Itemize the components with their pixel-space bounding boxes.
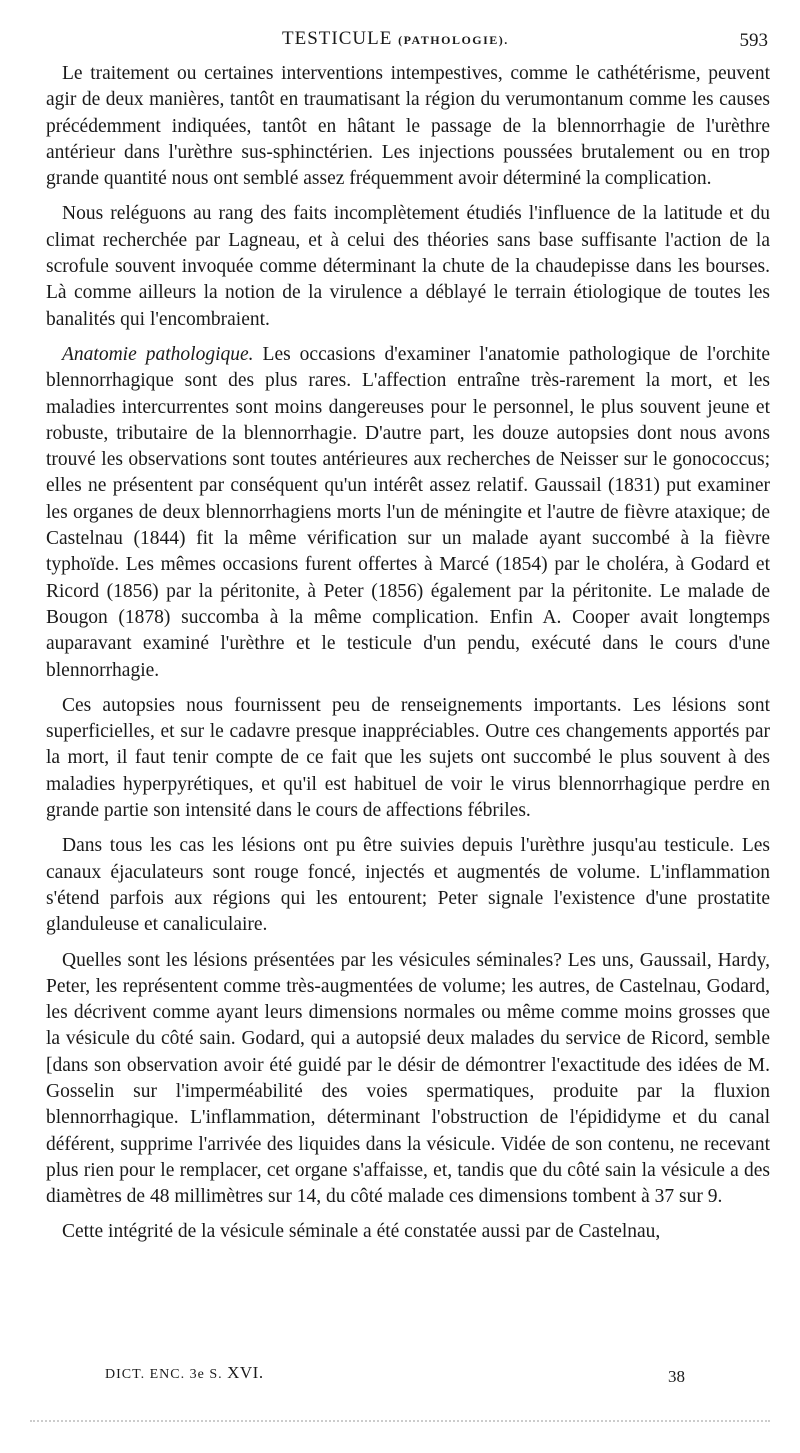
paragraph-text: Les occasions d'examiner l'anatomie pathologique de l'orchite blennorrhagique sont des plus rares. L'affection entraîne très-rarement la mort, et les maladies intercurrentes sont moins dangereuses pour le personnel, le plus souvent jeune et robuste, tributaire de la blennorrhagie. D'autre part, les douze autopsies dont nous avons trouvé les observations sont toutes antérieures aux recherches de Neisser sur le gonococcus; elles ne présentent par conséquent qu'un intérêt assez relatif. Gaussail (1831) put examiner les organes de deux blennorrhagiens morts l'un de méningite et l'autre de fièvre ataxique; de Castelnau (1844) fit la même vérification sur un malade ayant succombé à la fièvre typhoïde. Les mêmes occasions furent offertes à Marcé (1854) par le choléra, à Godard et Ricord (1856) par la péritonite, à Peter (1856) également par la péritonite. Le malade de Bougon (1878) succomba à la même complication. Enfin A. Cooper avait longtemps auparavant examiné l'urèthre et le testicule d'un pendu, exécuté dans le cours d'une blennorrhagie. <box>46 343 770 681</box>
page-footer <box>105 1363 685 1389</box>
page-header <box>60 28 768 58</box>
body-text <box>46 61 770 1255</box>
paragraph: Nous reléguons au rang des faits incomplètement étudiés l'influence de la latitude et du climat recherchée par Lagneau, et à celui des théories sans base suffisante l'action de la scrofule souvent invoquée comme déterminant la chute de la chaudepisse dans les bourses. Là comme ailleurs la notion de la virulence a déblayé le terrain étiologique de toutes les banalités qui l'encombraient. <box>46 203 770 330</box>
signature-label: DICT. ENC. 3e S. <box>105 1367 223 1382</box>
signature-volume: XVI. <box>227 1363 264 1382</box>
section-heading: Anatomie pathologique. <box>62 343 254 365</box>
paragraph: Le traitement ou certaines interventions intempestives, comme le cathétérisme, peuvent agir de deux manières, tantôt en traumatisant la région du verumontanum comme les causes précédemment indiquées, tantôt en hâtant le passage de la blennorrhagie de l'urèthre antérieur dans l'urèthre sus-sphinctérien. Les injections poussées brutalement ou en trop grande quantité nous ont semblé assez fréquemment avoir déterminé la complication. <box>46 63 770 190</box>
running-head-title: TESTICULE <box>282 28 393 49</box>
paragraph: Quelles sont les lésions présentées par les vésicules séminales? Les uns, Gaussail, Hardy, Peter, les représentent comme très-augmentées de volume; les autres, de Castelnau, Godard, les décrivent comme ayant leurs dimensions normales ou même comme moins grosses que la vésicule du côté sain. Godard, qui a autopsié deux malades du service de Ricord, semble [dans son observation avoir été guidé par le désir de démontrer l'exactitude des idées de M. Gosselin sur l'imperméabilité des voies spermatiques, produite par la fluxion blennorrhagique. L'inflammation, déterminant l'obstruction de l'épididyme et du canal déférent, supprime l'arrivée des liquides dans la vésicule. Vidée de son contenu, ne recevant plus rien pour le remplacer, cet organe s'affaisse, et, tandis que du côté sain la vésicule a des diamètres de 48 millimètres sur 14, du côté malade ces dimensions tombent à 37 sur 9. <box>46 949 770 1208</box>
paragraph: Ces autopsies nous fournissent peu de renseignements importants. Les lésions sont superficielles, et sur le cadavre presque inappréciables. Outre ces changements apportés par la mort, il faut tenir compte de ce fait que les sujets ont succombé le plus souvent à des maladies hyperpyrétiques, et qu'il est habituel de voir le virus blennorrhagique perdre en grande partie son intensité dans le cours de affections fébriles. <box>46 694 770 822</box>
running-head-section: (PATHOLOGIE). <box>398 33 509 47</box>
printer-signature <box>105 1363 264 1383</box>
page-number: 593 <box>739 30 768 51</box>
paragraph: Cette intégrité de la vésicule séminale a été constatée aussi par de Castelnau, <box>62 1221 661 1243</box>
scan-artifact-divider <box>30 1420 770 1426</box>
paragraph: Dans tous les cas les lésions ont pu être suivies depuis l'urèthre jusqu'au testicule. Les canaux éjaculateurs sont rouge foncé, injectés et augmentés de volume. L'inflammation s'étend parfois aux régions qui les entourent; Peter signale l'existence d'une prostatite glanduleuse et canaliculaire. <box>46 835 770 936</box>
paragraph <box>46 342 770 684</box>
running-head <box>282 28 509 50</box>
sheet-number: 38 <box>668 1367 685 1386</box>
